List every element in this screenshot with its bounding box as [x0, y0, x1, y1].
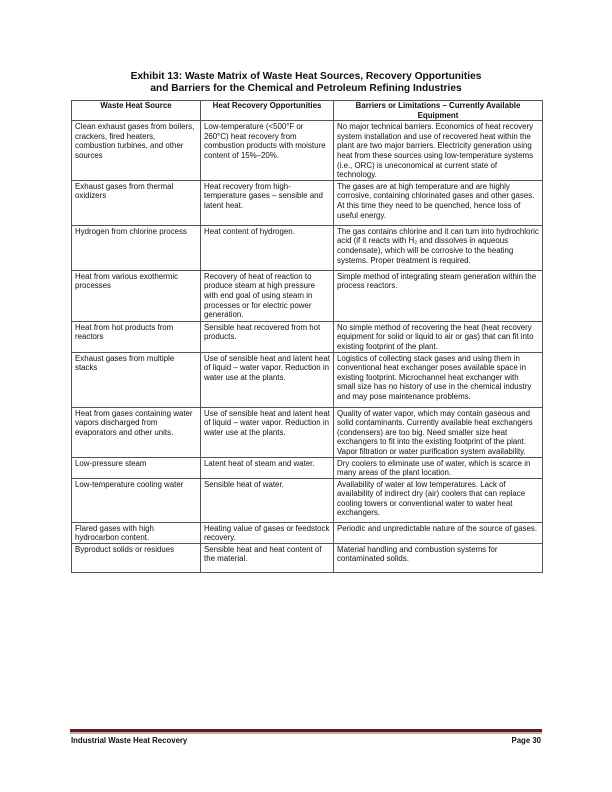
table-row [72, 270, 543, 321]
table-row [72, 407, 543, 457]
footer-document-title: Industrial Waste Heat Recovery [71, 736, 188, 745]
cell-heat-recovery-opportunity: Sensible heat and heat content of the material. [201, 543, 334, 572]
table-row [72, 457, 543, 478]
cell-waste-heat-source: Exhaust gases from thermal oxidizers [72, 180, 201, 225]
cell-waste-heat-source: Clean exhaust gases from boilers, crackers, fired heaters, combustion turbines, and other sources [72, 121, 201, 181]
cell-heat-recovery-opportunity: Use of sensible heat and latent heat of liquid – water vapor. Reduction in water use at the plants. [201, 352, 334, 407]
cell-heat-recovery-opportunity: Sensible heat recovered from hot products. [201, 321, 334, 352]
table-row [72, 121, 543, 181]
cell-heat-recovery-opportunity: Sensible heat of water. [201, 478, 334, 522]
cell-barrier: Quality of water vapor, which may contain gaseous and solid contaminants. Currently available heat exchangers (condensers) are too big. Need smaller size heat exchangers to fit into the existing footprint of the plant. Vapor filtration or water purification system availability. [334, 407, 543, 457]
cell-barrier: No major technical barriers. Economics of heat recovery system installation and use of recovered heat within the plant are two major barriers. Electricity generation using heat from these sources using low-temperature systems (i.e., ORC) is uneconomical at current state of technology. [334, 121, 543, 181]
footer-page-number: Page 30 [511, 736, 541, 745]
cell-heat-recovery-opportunity: Heat recovery from high-temperature gases – sensible and latent heat. [201, 180, 334, 225]
cell-heat-recovery-opportunity: Low-temperature (<500°F or 260°C) heat recovery from combustion products with moisture content of 15%–20%. [201, 121, 334, 181]
cell-heat-recovery-opportunity: Latent heat of steam and water. [201, 457, 334, 478]
waste-heat-matrix-table [71, 100, 543, 573]
cell-waste-heat-source: Low-temperature cooling water [72, 478, 201, 522]
cell-waste-heat-source: Heat from gases containing water vapors discharged from evaporators and other units. [72, 407, 201, 457]
cell-heat-recovery-opportunity: Heat content of hydrogen. [201, 225, 334, 270]
cell-barrier: The gas contains chlorine and it can turn into hydrochloric acid (if it reacts with H₂ and dissolves in aqueous condensate), which will be corrosive to the heating systems. Proper treatment is required. [334, 225, 543, 270]
table-row [72, 321, 543, 352]
cell-waste-heat-source: Heat from various exothermic processes [72, 270, 201, 321]
table-row [72, 522, 543, 543]
header-barriers: Barriers or Limitations – Currently Available Equipment [334, 101, 543, 121]
header-heat-recovery-opportunities: Heat Recovery Opportunities [201, 101, 334, 121]
cell-barrier: Logistics of collecting stack gases and using them in conventional heat exchanger poses available space in existing footprint. Microchannel heat exchanger with small size has no history of use in the chemical industry and may pose maintenance problems. [334, 352, 543, 407]
table-row [72, 180, 543, 225]
table-row [72, 225, 543, 270]
cell-barrier: No simple method of recovering the heat (heat recovery equipment for solid or liquid to air or gas) that can fit into existing footprint of the plant. [334, 321, 543, 352]
cell-barrier: Material handling and combustion systems for contaminated solids. [334, 543, 543, 572]
table-row [72, 543, 543, 572]
header-waste-heat-source: Waste Heat Source [72, 101, 201, 121]
cell-barrier: Simple method of integrating steam generation within the process reactors. [334, 270, 543, 321]
cell-barrier: Dry coolers to eliminate use of water, which is scarce in many areas of the plant location. [334, 457, 543, 478]
cell-heat-recovery-opportunity: Heating value of gases or feedstock recovery. [201, 522, 334, 543]
table-row [72, 352, 543, 407]
cell-waste-heat-source: Low-pressure steam [72, 457, 201, 478]
title-line-1: Exhibit 13: Waste Matrix of Waste Heat Sources, Recovery Opportunities [130, 71, 482, 82]
title-line-2: and Barriers for the Chemical and Petroleum Refining Industries [150, 83, 462, 94]
exhibit-title [0, 71, 612, 95]
footer-rule-light [70, 732, 542, 734]
cell-waste-heat-source: Exhaust gases from multiple stacks [72, 352, 201, 407]
table-row [72, 478, 543, 522]
cell-waste-heat-source: Heat from hot products from reactors [72, 321, 201, 352]
cell-heat-recovery-opportunity: Use of sensible heat and latent heat of liquid – water vapor. Reduction in water use at the plants. [201, 407, 334, 457]
cell-waste-heat-source: Byproduct solids or residues [72, 543, 201, 572]
cell-waste-heat-source: Hydrogen from chlorine process [72, 225, 201, 270]
cell-barrier: The gases are at high temperature and are highly corrosive, containing chlorinated gases and other gases. At this time they need to be quenched, hence loss of useful energy. [334, 180, 543, 225]
cell-barrier: Availability of water at low temperatures. Lack of availability of indirect dry (air) coolers that can replace cooling towers or conventional water to water heat exchangers. [334, 478, 543, 522]
cell-waste-heat-source: Flared gases with high hydrocarbon content. [72, 522, 201, 543]
cell-barrier: Periodic and unpredictable nature of the source of gases. [334, 522, 543, 543]
cell-heat-recovery-opportunity: Recovery of heat of reaction to produce steam at high pressure with end goal of using steam in processes or for electric power generation. [201, 270, 334, 321]
table-header-row [72, 101, 543, 121]
